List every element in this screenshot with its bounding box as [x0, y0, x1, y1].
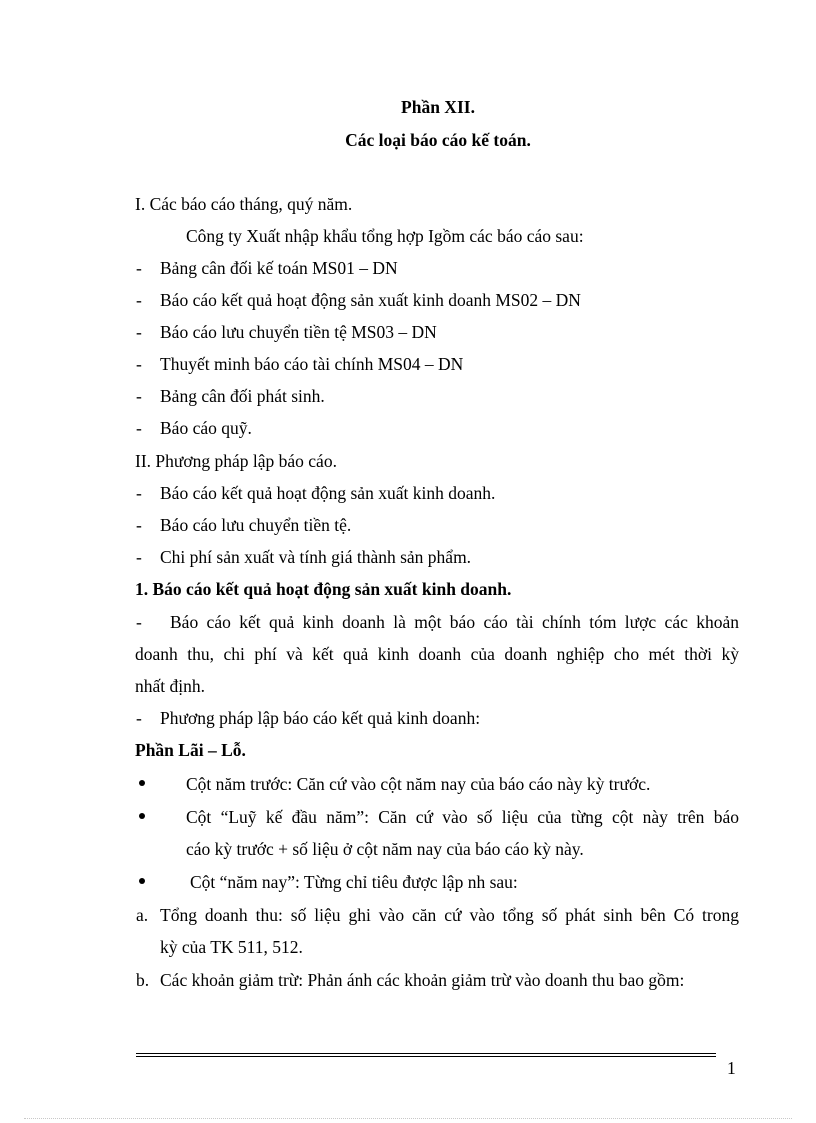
- page-edge-divider: [24, 1118, 792, 1119]
- list-item-a: Tổng doanh thu: số liệu ghi vào căn cứ vào tổng số phát sinh bên Có trong: [160, 905, 739, 925]
- document-title: Các loại báo cáo kế toán.: [345, 130, 531, 150]
- section-1-title: I. Các báo cáo tháng, quý năm.: [135, 194, 353, 214]
- footer-rule: [136, 1056, 716, 1057]
- part-heading: Phần XII.: [401, 97, 475, 117]
- section-2-title: II. Phương pháp lập báo cáo.: [135, 451, 337, 471]
- list-dash: -: [136, 515, 142, 535]
- paragraph-line: nhất định.: [135, 676, 205, 696]
- list-item-a-continuation: kỳ của TK 511, 512.: [160, 937, 303, 957]
- list-dash: -: [136, 322, 142, 342]
- list-dash: -: [136, 386, 142, 406]
- bullet-item-continuation: cáo kỳ trước + số liệu ở cột năm nay của báo cáo kỳ này.: [186, 839, 584, 859]
- bullet-dot: [139, 878, 145, 884]
- list-item: Báo cáo quỹ.: [160, 418, 252, 438]
- list-item: Báo cáo kết quả hoạt động sản xuất kinh doanh MS02 – DN: [160, 290, 581, 310]
- list-letter-a: a.: [136, 905, 149, 925]
- list-dash: -: [136, 483, 142, 503]
- list-dash: -: [136, 708, 142, 728]
- paragraph-line: doanh thu, chi phí và kết quả kinh doanh của doanh nghiệp cho mét thời kỳ: [135, 644, 739, 664]
- bullet-dot: [139, 813, 145, 819]
- list-dash: -: [136, 258, 142, 278]
- list-dash: -: [136, 354, 142, 374]
- list-dash: -: [136, 612, 142, 632]
- list-item-b: Các khoản giảm trừ: Phản ánh các khoản giảm trừ vào doanh thu bao gồm:: [160, 970, 685, 990]
- list-dash: -: [136, 547, 142, 567]
- list-dash: -: [136, 418, 142, 438]
- subsection-1-title: 1. Báo cáo kết quả hoạt động sản xuất kinh doanh.: [135, 579, 512, 599]
- method-line: Phương pháp lập báo cáo kết quả kinh doanh:: [160, 708, 481, 728]
- bullet-dot: [139, 780, 145, 786]
- list-item: Báo cáo lưu chuyển tiền tệ.: [160, 515, 352, 535]
- list-item: Thuyết minh báo cáo tài chính MS04 – DN: [160, 354, 464, 374]
- section-1-intro: Công ty Xuất nhập khẩu tổng hợp Igồm các báo cáo sau:: [186, 226, 584, 246]
- profit-loss-title: Phần Lãi – Lỗ.: [135, 740, 246, 760]
- list-item: Bảng cân đối kế toán MS01 – DN: [160, 258, 398, 278]
- list-item: Chi phí sản xuất và tính giá thành sản phẩm.: [160, 547, 472, 567]
- list-letter-b: b.: [136, 970, 150, 990]
- bullet-item: Cột “Luỹ kế đầu năm”: Căn cứ vào số liệu của từng cột này trên báo: [186, 807, 739, 827]
- list-item: Bảng cân đối phát sinh.: [160, 386, 325, 406]
- bullet-item: Cột “năm nay”: Từng chỉ tiêu được lập nh sau:: [190, 872, 518, 892]
- paragraph-line: Báo cáo kết quả kinh doanh là một báo cáo tài chính tóm lược các khoản: [170, 612, 739, 632]
- list-dash: -: [136, 290, 142, 310]
- page-number: 1: [727, 1058, 736, 1078]
- bullet-item: Cột năm trước: Căn cứ vào cột năm nay của báo cáo này kỳ trước.: [186, 774, 651, 794]
- footer-rule: [136, 1053, 716, 1054]
- list-item: Báo cáo kết quả hoạt động sản xuất kinh doanh.: [160, 483, 496, 503]
- list-item: Báo cáo lưu chuyển tiền tệ MS03 – DN: [160, 322, 437, 342]
